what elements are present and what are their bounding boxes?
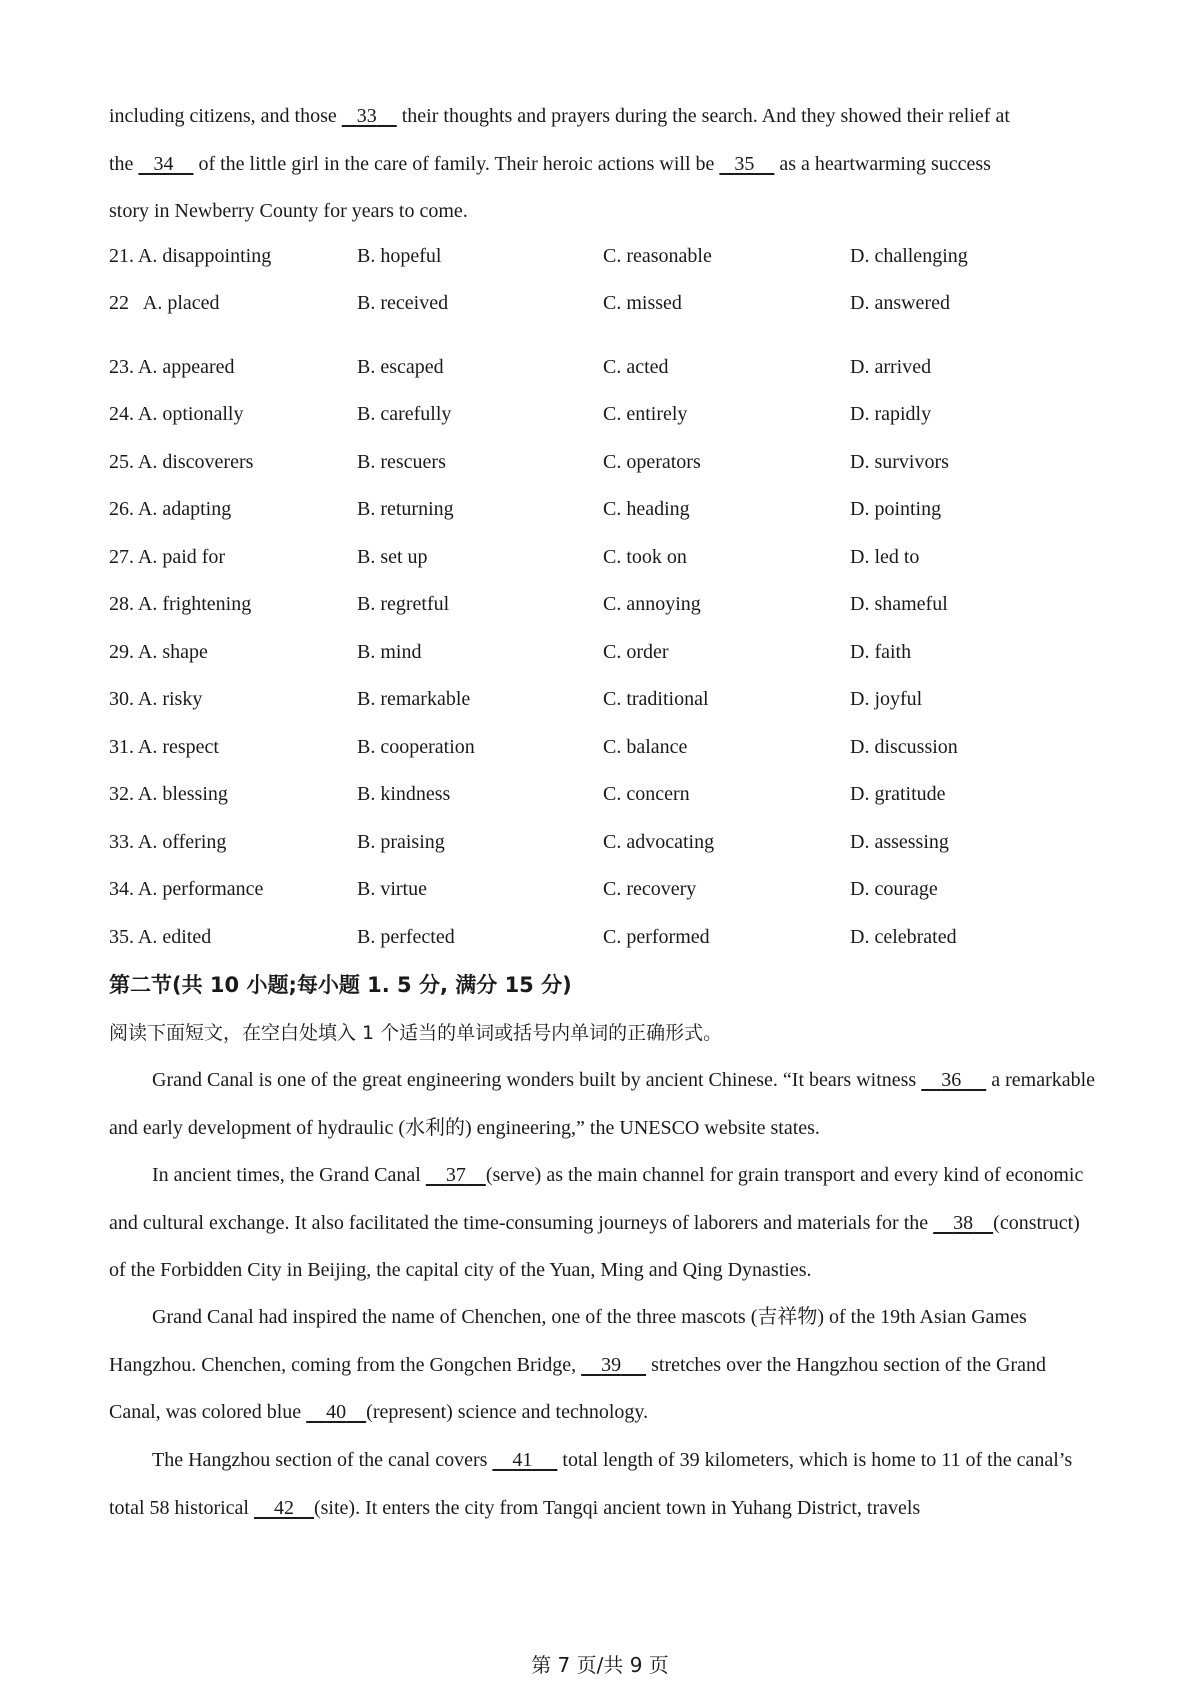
option-b: B. perfected: [357, 926, 455, 948]
option-c: C. operators: [603, 451, 701, 473]
section-instruction: 阅读下面短文，在空白处填入 1 个适当的单词或括号内单词的正确形式。: [109, 1022, 723, 1044]
option-d: D. assessing: [850, 831, 949, 853]
blank-36: 36: [941, 1069, 962, 1091]
passage-text: Grand Canal is one of the great engineering wonders built by ancient Chinese. “It bears witness: [152, 1069, 922, 1091]
grammar-paragraph-2: [109, 1152, 1099, 1295]
option-a: 34. A. performance: [109, 878, 264, 900]
option-c: C. annoying: [603, 593, 701, 615]
option-a: 24. A. optionally: [109, 403, 244, 425]
question-row: [109, 537, 1099, 577]
option-a: 31. A. respect: [109, 736, 219, 758]
option-b: B. escaped: [357, 356, 444, 378]
passage-continuation: [109, 93, 1099, 236]
option-d: D. celebrated: [850, 926, 957, 948]
option-b: B. received: [357, 292, 449, 314]
grammar-paragraph-3: [109, 1294, 1099, 1437]
option-d: D. challenging: [850, 245, 968, 267]
blank-41: 41: [512, 1449, 533, 1471]
section-heading: 第二节(共 10 小题;每小题 1. 5 分, 满分 15 分): [109, 973, 572, 997]
question-row: [109, 347, 1099, 387]
passage-text: their thoughts and prayers during the search. And they showed their relief at: [396, 105, 1010, 127]
question-row: [109, 632, 1099, 672]
option-b: B. regretful: [357, 593, 450, 615]
question-row: [109, 584, 1099, 624]
option-c: C. balance: [603, 736, 688, 758]
option-c: C. advocating: [603, 831, 715, 853]
question-row: [109, 442, 1099, 482]
passage-text: total length of 39 kilometers, which is home to 11 of the canal’s total 58 historical: [109, 1449, 1073, 1519]
option-c: C. reasonable: [603, 245, 712, 267]
option-a: 26. A. adapting: [109, 498, 232, 520]
passage-text: (construct) of the Forbidden City in Beijing, the capital city of the Yuan, Ming and Qing Dynasties.: [109, 1211, 1080, 1281]
blank-39: 39: [601, 1353, 622, 1376]
question-row: [109, 727, 1099, 767]
option-c: C. concern: [603, 783, 690, 805]
blank-37: 37: [445, 1164, 466, 1186]
option-b: B. returning: [357, 498, 454, 520]
blank-35: 35: [734, 152, 755, 175]
blank-34: 34: [153, 152, 174, 175]
passage-text: (site). It enters the city from Tangqi ancient town in Yuhang District, travels: [313, 1496, 921, 1519]
option-b: B. kindness: [357, 783, 451, 805]
page-number: 第 7 页/共 9 页: [531, 1653, 669, 1677]
passage-text: including citizens, and those: [109, 105, 342, 127]
option-c: C. entirely: [603, 403, 688, 425]
option-b: B. mind: [357, 641, 422, 663]
option-b: B. carefully: [357, 403, 452, 425]
option-c: C. performed: [603, 926, 710, 948]
passage-text: the: [109, 152, 139, 175]
passage-text: of the little girl in the care of family. Their heroic actions will be: [193, 152, 720, 175]
option-d: D. discussion: [850, 736, 958, 758]
option-d: D. led to: [850, 546, 920, 568]
option-a: 33. A. offering: [109, 831, 227, 853]
question-row: [109, 679, 1099, 719]
option-a: 28. A. frightening: [109, 593, 252, 615]
option-b: B. hopeful: [357, 245, 442, 267]
option-b: B. praising: [357, 831, 445, 853]
question-row: [109, 869, 1099, 909]
option-a: 21. A. disappointing: [109, 245, 272, 267]
question-row: [109, 822, 1099, 862]
question-row: [109, 917, 1099, 957]
option-c: C. took on: [603, 546, 687, 568]
option-a: 35. A. edited: [109, 926, 212, 948]
option-d: D. rapidly: [850, 403, 932, 425]
option-b: B. cooperation: [357, 736, 475, 758]
question-row: [109, 489, 1099, 529]
option-a: 29. A. shape: [109, 641, 208, 663]
option-d: D. gratitude: [850, 783, 946, 805]
blank-42: 42: [273, 1496, 294, 1519]
passage-text: The Hangzhou section of the canal covers: [152, 1449, 493, 1471]
question-row: [109, 283, 1099, 323]
option-d: D. answered: [850, 292, 950, 314]
blank-33: 33: [356, 105, 377, 127]
option-c: C. traditional: [603, 688, 709, 710]
passage-text: stretches over the Hangzhou section of the Grand Canal, was colored blue: [109, 1353, 1046, 1423]
passage-text: story in Newberry County for years to come.: [109, 200, 468, 222]
option-d: D. pointing: [850, 498, 942, 520]
option-c: C. acted: [603, 356, 669, 378]
option-a: 22 A. placed: [109, 292, 220, 314]
option-a: 32. A. blessing: [109, 783, 228, 805]
option-b: B. virtue: [357, 878, 427, 900]
option-c: C. missed: [603, 292, 682, 314]
passage-text: (serve) as the main channel for grain transport and every kind of economic and cultural exchange. It also facilitated the time-consuming journeys of laborers and materials for the: [109, 1164, 1084, 1234]
option-b: B. remarkable: [357, 688, 471, 710]
question-row: [109, 394, 1099, 434]
passage-text: as a heartwarming success: [774, 152, 991, 175]
option-c: C. recovery: [603, 878, 697, 900]
option-a: 25. A. discoverers: [109, 451, 254, 473]
grammar-paragraph-1: [109, 1057, 1099, 1152]
option-d: D. courage: [850, 878, 938, 900]
option-a: 23. A. appeared: [109, 356, 235, 378]
option-c: C. heading: [603, 498, 690, 520]
option-a: 30. A. risky: [109, 688, 203, 710]
blank-40: 40: [326, 1401, 347, 1423]
passage-text: (represent) science and technology.: [366, 1401, 649, 1423]
option-d: D. joyful: [850, 688, 923, 710]
question-row: [109, 236, 1099, 276]
grammar-paragraph-4: [109, 1437, 1099, 1532]
passage-text: In ancient times, the Grand Canal: [152, 1164, 426, 1186]
option-b: B. set up: [357, 546, 428, 568]
blank-38: 38: [953, 1211, 974, 1234]
question-row: [109, 774, 1099, 814]
passage-text: Grand Canal had inspired the name of Chenchen, one of the three mascots (吉祥物) of the 19th Asian Games Hangzhou. Chenchen, coming from the Gongchen Bridge,: [109, 1306, 1027, 1376]
option-d: D. shameful: [850, 593, 948, 615]
option-d: D. faith: [850, 641, 912, 663]
option-a: 27. A. paid for: [109, 546, 226, 568]
option-c: C. order: [603, 641, 669, 663]
option-b: B. rescuers: [357, 451, 446, 473]
option-d: D. survivors: [850, 451, 949, 473]
option-d: D. arrived: [850, 356, 932, 378]
passage-text: a remarkable and early development of hydraulic (水利的) engineering,” the UNESCO website states.: [109, 1069, 1096, 1139]
